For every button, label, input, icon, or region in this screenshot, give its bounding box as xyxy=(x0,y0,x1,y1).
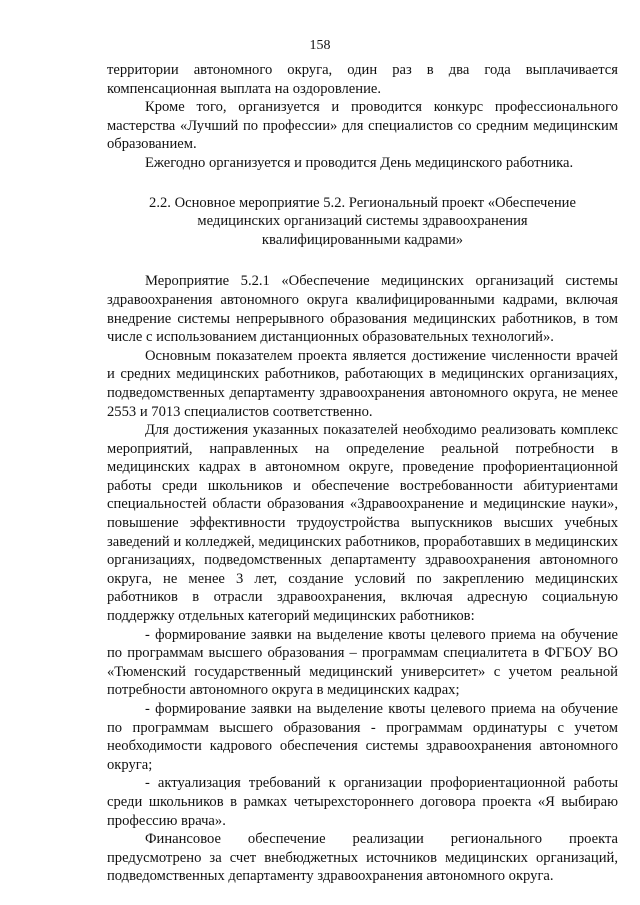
section-heading-line: 2.2. Основное мероприятие 5.2. Региональный проект «Обеспечение xyxy=(149,194,576,211)
list-item: - формирование заявки на выделение квоты целевого приема на обучение по программам высшего образования – программам специалитета в ФГБОУ ВО «Тюменский государственный медицинский университет» с учетом реальной потребности автономного округа в медицинских кадрах; xyxy=(107,626,618,699)
paragraph: Ежегодно организуется и проводится День медицинского работника. xyxy=(145,154,574,171)
paragraph: Мероприятие 5.2.1 «Обеспечение медицинских организаций системы здравоохранения автономного округа квалифицированными кадрами, включая внедрение системы непрерывного образования медицинских работников, в том числе с использованием дистанционных образовательных технологий». xyxy=(107,273,618,346)
section-body xyxy=(107,272,618,886)
paragraph: Для достижения указанных показателей необходимо реализовать комплекс мероприятий, направленных на определение реальной потребности в медицинских кадрах в автономном округе, проведение профориентационной работы среди школьников и обеспечение востребованности абитуриентами специальностей области образования «Здравоохранение и медицинские науки», повышение эффективности трудоустройства выпускников высших учебных заведений и колледжей, медицинских работников, проработавших в медицинских организациях, подведомственных департаменту здравоохранения автономного округа, не менее 3 лет, создание условий по закреплению медицинских работников в отрасли здравоохранения, включая адресную социальную поддержку отдельных категорий медицинских работников: xyxy=(107,422,618,625)
section-heading xyxy=(107,194,618,250)
list-item: - актуализация требований к организации профориентационной работы среди школьников в рамках четырехстороннего договора проекта «Я выбираю профессию врача». xyxy=(107,775,618,829)
paragraph: территории автономного округа, один раз в два года выплачивается компенсационная выплата на оздоровление. xyxy=(107,62,618,97)
paragraph: Финансовое обеспечение реализации регионального проекта предусмотрено за счет внебюджетных источников медицинских организаций, подведомственных департаменту здравоохранения автономного округа. xyxy=(107,831,618,885)
paragraph: Кроме того, организуется и проводится конкурс профессионального мастерства «Лучший по профессии» для специалистов со средним медицинским образованием. xyxy=(107,99,618,153)
page-number: 158 xyxy=(309,38,331,53)
section-heading-line: квалифицированными кадрами» xyxy=(261,231,464,248)
page-content xyxy=(107,61,618,886)
list-item: - формирование заявки на выделение квоты целевого приема на обучение по программам высшего образования - программам ординатуры с учетом необходимости кадрового обеспечения системы здравоохранения автономного округа; xyxy=(107,701,618,773)
section-heading-line: медицинских организаций системы здравоохранения xyxy=(197,213,528,230)
paragraph: Основным показателем проекта является достижение численности врачей и средних медицинских работников, работающих в медицинских организациях, подведомственных департаменту здравоохранения автономного округа, не менее 2553 и 7013 специалистов соответственно. xyxy=(107,347,618,420)
